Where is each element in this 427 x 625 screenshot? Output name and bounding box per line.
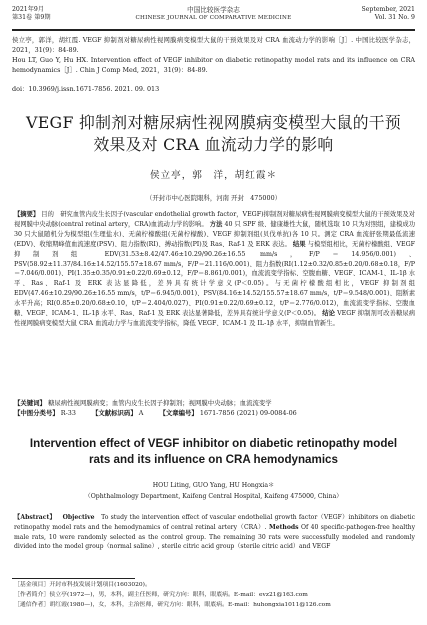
- header-issue-en: [362, 6, 415, 22]
- header-date-en: September, 2021: [361, 6, 415, 13]
- abstract-label-en: 【Abstract】: [14, 514, 56, 521]
- citation-en: Hou LT, Guo Y, Hu HX. Intervention effect of VEGF inhibitor on diabetic retinopathy model rats and its influence on CRA hemodynamics［J］. Chin J Comp Med, 2021，31(9)：84-89.: [12, 56, 415, 74]
- abstract-methods-label-en: Methods: [268, 523, 299, 531]
- header-rule: [12, 29, 415, 31]
- abstract-cn: [14, 210, 415, 329]
- author-text: 侯立亭(1972—)，男，本科，副主任医师，研究方向：眼科，眼底病。E-mail：evz21@163.com: [49, 592, 308, 598]
- clc-label: 【中图分类号】: [14, 409, 59, 417]
- fund-label: ［基金项目］: [14, 582, 50, 588]
- abstract-conclusion-cn: VEGF 抑制剂可改善糖尿病性视网膜病变模型大鼠 CRA 血流动力学与血流流变学指标，降低 VEGF、ICAM-1 及 IL-1β 水平，抑制血管新生。: [14, 310, 415, 327]
- abstract-label-cn: 【摘要】: [14, 211, 40, 218]
- abstract-methods-cn: 40 只 SPF 级、健康雄性大鼠，随机选取 10 只为对照组，建模成功 30 只大鼠随机分为模型组(生理盐水)、无菌柠檬酸组(无菌柠檬酸)、VEGF 抑制剂组(贝伐单抗)各 10 只。测定 CRA 血流舒张期最低流速(EDV)、收缩期峰值血流速度(PSV)、阻力指数(RI)、搏动指数(PI)及 Ras、Raf-1 及 ERK 表达。: [14, 220, 416, 248]
- abstract-results-label-cn: 结果: [292, 240, 306, 248]
- article-title-en: Intervention effect of VEGF inhibitor on diabetic retinopathy model rats and its influence on CRA hemodynamics: [29, 437, 398, 466]
- doc-code-value: A: [138, 409, 144, 417]
- article-number-label: 【文章编号】: [159, 409, 198, 417]
- affiliation-en: （Ophthalmology Department, Kaifeng Central Hospital, Kaifeng 475000, China）: [84, 493, 343, 500]
- authors-cn: 侯立亭，郭 洋，胡红霞＊: [149, 170, 278, 181]
- article-title-cn: VEGF 抑制剂对糖尿病性视网膜病变模型大鼠的干预效果及对 CRA 血流动力学的影响: [26, 113, 401, 154]
- affiliation-cn: （开封市中心医院眼科，河南 开封 475000）: [145, 194, 282, 202]
- authors-en: HOU Liting, GUO Yang, HU Hongxia＊: [152, 482, 275, 489]
- corresponding-label: ［通信作者］: [14, 602, 50, 608]
- doc-code-label: 【文献标识码】: [91, 409, 137, 417]
- abstract-methods-label-cn: 方法: [209, 220, 223, 228]
- abstract-objective-label-en: Objective: [62, 514, 95, 521]
- corresponding-text: 胡红霞(1980—)，女，本科，主治医师，研究方向：眼科，眼底病。E-mail：huhongxia1011@126.com: [49, 602, 331, 608]
- keywords-label-cn: 【关键词】: [14, 399, 46, 407]
- footnote-fund: [14, 581, 415, 590]
- abstract-methods-en: Of 40 specific-pathogen-free healthy male rats, 10 were randomly selected as the control group. The remaining 30 rats were successfully modeled and randomly divided into the model group（normal saline）, sterile citric acid group（sterile citric acid）and VEGF: [14, 523, 416, 551]
- header-volume-en: Vol. 31 No. 9: [374, 14, 415, 21]
- header-journal-cn: 中国比较医学杂志: [187, 6, 240, 14]
- keywords-cn: [14, 399, 415, 408]
- header-volume-cn: 第31卷 第9期: [12, 14, 51, 21]
- article-number-value: 1671-7856 (2021) 09-0084-06: [199, 409, 297, 417]
- keywords-text-cn: 糖尿病性视网膜病变；血管内皮生长因子抑制剂；视网膜中央动脉；血流流变学: [48, 399, 272, 407]
- doi: doi：10.3969/j.issn.1671-7856. 2021. 09. 013: [12, 85, 160, 93]
- clc-value: R-33: [60, 409, 76, 417]
- abstract-conclusion-label-cn: 结论: [322, 310, 335, 318]
- footnote-author: [14, 591, 415, 600]
- footnote-corresponding: [14, 601, 415, 610]
- footnote-rule: [12, 578, 135, 579]
- abstract-results-cn: 与模型组相比，无菌柠檬酸组、VEGF 抑制剂组 EDV(31.53±8.42/47.46±10.29/90.26±16.55 mm/s，F/P＝14.956/0.001)、PSV(58.92±11.37/84.16±14.52/155.57±18.67 mm/s，F/P＝21.116/0.001)、阻力指数(RI(1.12±0.32/0.85±0.20/0.68±0.18，F/P＝7.046/0.001)、PI(1.35±0.35/0.91±0.22/0.69±0.12，F/P＝8.861/0.001)，血流流变学指标、空腹血糖、VEGF、ICAM-1、IL-1β 水平、Ras、Raf-1 及 ERK 表达显降低，差异具有统计学意义(P＜0.05)。与无菌柠檬酸组相比，VEGF 抑制剂组 EDV(47.46±10.29/90.26±16.55 mm/s，t/P＝6.945/0.001)、PSV(84.16±14.52/155.57±18.67 mm/s，t/P＝9.548/0.001)、阻断素水平升高；RI(0.85±0.20/0.68±0.10，t/P＝2.404/0.027)、PI(0.91±0.22/0.69±0.12，t/P＝2.776/0.012)，血流流变学指标、空腹血糖、VEGF、ICAM-1、IL-1β 水平、Ras、Raf-1 及 ERK 表达显著降低，差异具有统计学意义(P＜0.05)。: [14, 240, 415, 318]
- header-date-cn: 2021年9月: [12, 6, 45, 13]
- classification-line: [14, 409, 415, 418]
- citation-cn: 侯立亭，郭洋，胡红霞. VEGF 抑制剂对糖尿病性视网膜病变模型大鼠的干预效果及对 CRA 血流动力学的影响［J］. 中国比较医学杂志，2021，31(9)：84-89.: [12, 36, 415, 54]
- fund-text: 开封市科技发展计划项目(1603020)。: [49, 582, 151, 588]
- header-journal: [12, 6, 415, 22]
- author-label: ［作者简介］: [14, 592, 50, 598]
- abstract-objective-cn: 目的 研究血管内皮生长因子(vascular endothelial growth factor，VEGF)抑制剂对糖尿病性视网膜病变模型大鼠的干预效果及对视网膜中央动脉(central retinal artery，CRA)血流动力学的影响。: [14, 211, 416, 228]
- header-journal-en: CHINESE JOURNAL OF COMPARATIVE MEDICINE: [135, 15, 292, 21]
- abstract-objective-en: To study the intervention effect of vascular endothelial growth factor（VEGF）inhibitors on diabetic retinopathy model rats and the hemodynamics of central retinal artery（CRA）.: [14, 514, 416, 531]
- running-header: [12, 6, 415, 30]
- abstract-en: [14, 513, 415, 552]
